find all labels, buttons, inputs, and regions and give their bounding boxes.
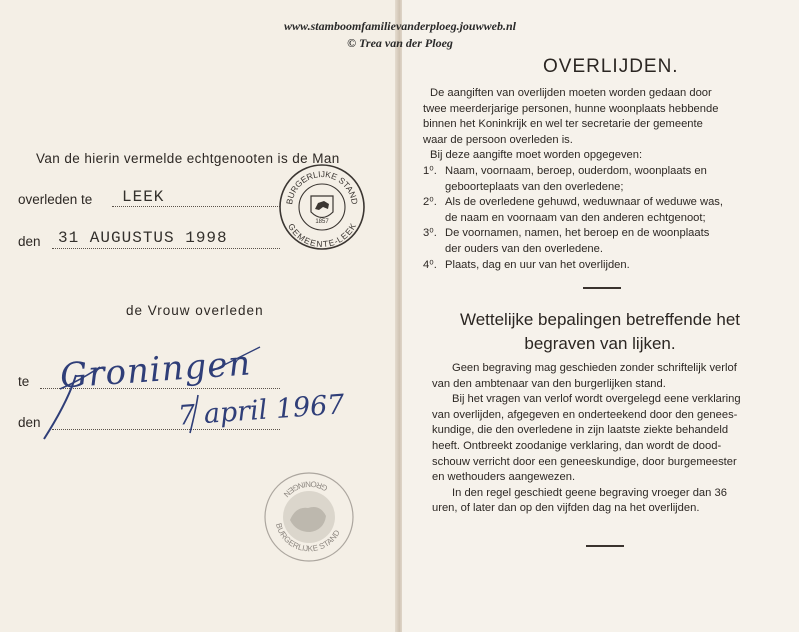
man-statement: Van de hierin vermelde echtgenooten is de Man [36, 151, 340, 166]
watermark [230, 18, 570, 52]
te-handwritten-value: Groningen [58, 343, 253, 397]
intro-line-3: binnen het Koninkrijk en wel ter secretarie der gemeente [423, 118, 703, 131]
wettelijke-title-line-2: begraven van lijken. [524, 334, 676, 353]
intro-line-2: twee meerderjarige personen, hunne woonplaats hebbende [423, 102, 719, 115]
list-item-4-line-1: Plaats, dag en uur van het overlijden. [445, 258, 630, 271]
vrouw-overleden-label: de Vrouw overleden [126, 303, 264, 318]
leek-stamp-year: 1857 [315, 219, 329, 225]
groningen-stamp-bottom-text: BURGERLIJKE STAND [273, 522, 342, 554]
list-item-4-number: 4⁰. [423, 258, 437, 271]
list-item-3-line-1: De voornamen, namen, het beroep en de woonplaats [445, 227, 710, 240]
p2-line-3: kundige, die den overledene in zijn laatste ziekte behandeld [432, 424, 729, 437]
list-intro: Bij deze aangifte moet worden opgegeven: [430, 149, 643, 162]
leek-stamp-bottom-text: GEMEENTE-LEEK [286, 221, 359, 250]
overleden-te-label: overleden te [18, 192, 93, 207]
wettelijke-title [420, 308, 780, 356]
list-item-2-line-2: de naam en voornaam van den anderen echtgenoot; [445, 211, 706, 224]
overlijden-title: OVERLIJDEN. [543, 56, 679, 77]
p2-line-4: heeft. Ontbreekt zoodanige verklaring, dan wordt de dood- [432, 440, 722, 452]
handwriting-strokes [30, 335, 270, 455]
p2-line-6: en wethouders aangewezen. [432, 471, 576, 484]
overleden-te-line [112, 206, 280, 207]
section-divider-1 [583, 287, 621, 289]
den-line [52, 248, 280, 249]
list-item-1-text [445, 164, 755, 195]
wettelijke-title-line-1: Wettelijke bepalingen betreffende het [459, 310, 741, 329]
watermark-url: www.stamboomfamilievanderploeg.jouwweb.nl [284, 19, 516, 33]
den-value: 31 AUGUSTUS 1998 [58, 229, 228, 247]
p1-line-1: Geen begraving mag geschieden zonder schriftelijk verlof [452, 362, 737, 374]
list-item-2-number: 2⁰. [423, 196, 437, 209]
intro-line-1: De aangiften van overlijden moeten worden gedaan door [430, 87, 712, 99]
den2-label: den [18, 415, 41, 430]
den2-handwritten-value: 7 april 1967 [177, 389, 346, 432]
intro-line-4: waar de persoon overleden is. [423, 133, 573, 146]
groningen-civil-registry-stamp [262, 470, 356, 564]
section-divider-2 [586, 545, 624, 547]
list-item-4-text [445, 258, 755, 274]
leek-civil-registry-stamp [278, 163, 366, 251]
list-item-1-number: 1⁰. [423, 165, 437, 177]
overleden-te-value: LEEK [122, 188, 165, 206]
list-item-3-number: 3⁰. [423, 227, 437, 240]
te-label: te [18, 374, 30, 389]
list-item-2-text [445, 195, 755, 226]
p1-line-2: van den ambtenaar van den burgerlijken stand. [432, 377, 666, 390]
p2-line-1: Bij het vragen van verlof wordt overgelegd eene verklaring [452, 393, 741, 406]
p2-line-5: schouw verricht door een geneeskundige, door burgemeester [432, 455, 737, 468]
den-label: den [18, 234, 41, 249]
p3-line-2: uren, of later dan op den vijfden dag na het overlijden. [432, 502, 700, 515]
list-item-3-line-2: der ouders van den overledene. [445, 242, 603, 255]
groningen-stamp-top-text: GRONINGEN [281, 479, 330, 499]
list-item-1-line-2: geboorteplaats van den overledene; [445, 180, 624, 193]
crest-animal-icon [315, 201, 329, 210]
watermark-copyright: © Trea van der Ploeg [347, 36, 453, 50]
p3-line-1: In den regel geschiedt geene begraving vroeger dan 36 [452, 486, 727, 499]
list-item-1-line-1: Naam, voornaam, beroep, ouderdom, woonplaats en [445, 165, 707, 177]
p2-line-2: van overlijden, afgegeven en onderteekend door den genees- [432, 408, 738, 421]
list-item-2-line-1: Als de overledene gehuwd, weduwnaar of weduwe was, [445, 196, 723, 209]
leek-stamp-top-text: BURGERLIJKE STAND [284, 168, 360, 206]
list-item-3-text [445, 226, 755, 257]
